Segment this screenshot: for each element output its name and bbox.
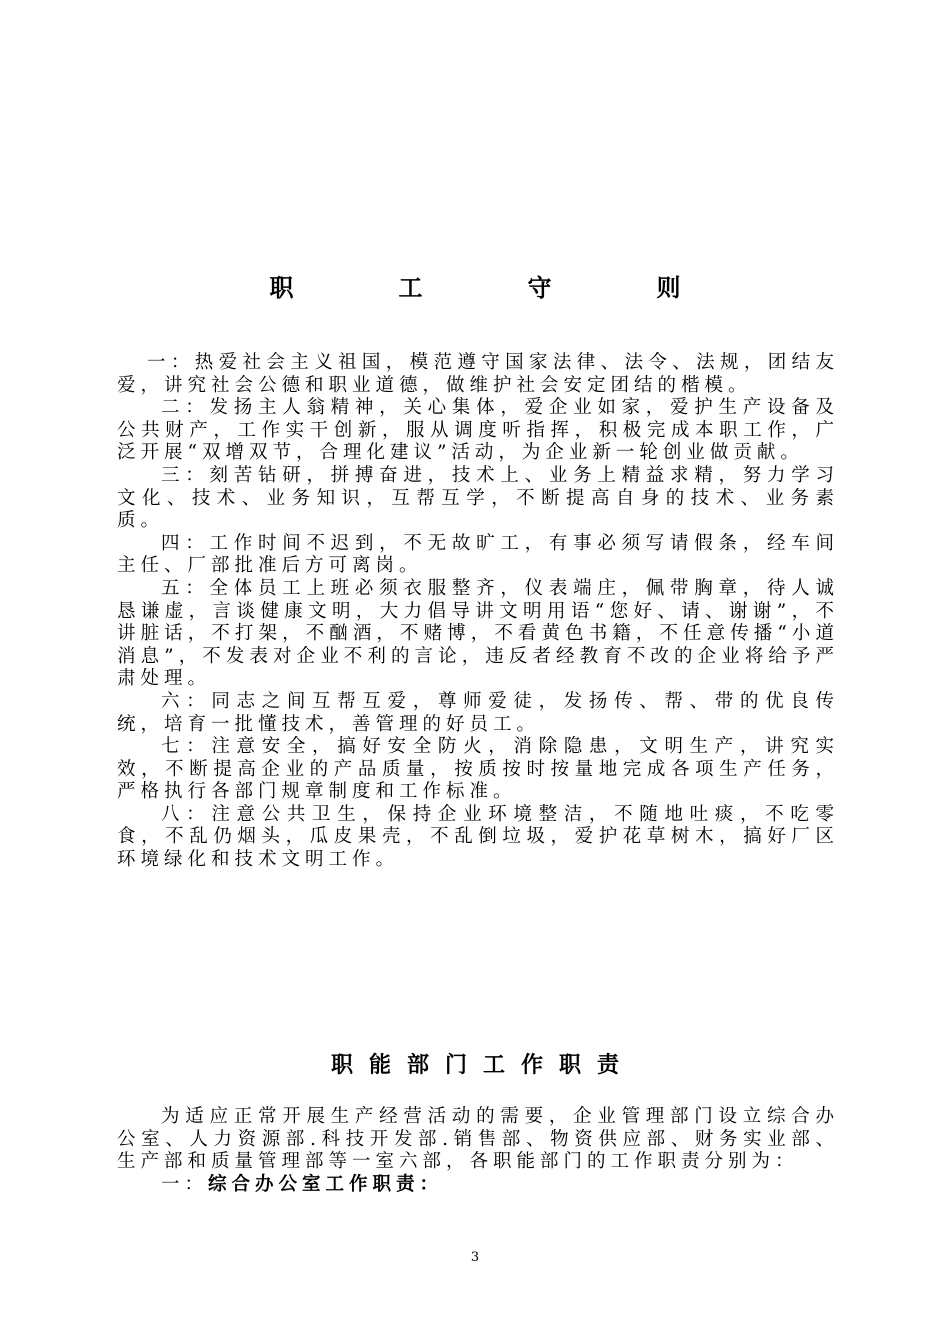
subheading-prefix: 一： <box>161 1173 209 1195</box>
page-number: 3 <box>470 1250 480 1265</box>
code-item-4: 四：工作时间不迟到，不无故旷工，有事必须写请假条，经车间主任、厂部批准后方可离岗。 <box>117 532 839 577</box>
code-item-3: 三：刻苦钻研，拼搏奋进，技术上、业务上精益求精，努力学习文化、技术、业务知识，互帮互学，不断提高自身的技术、业务素质。 <box>117 464 839 532</box>
code-item-2: 二：发扬主人翁精神，关心集体，爱企业如家，爱护生产设备及公共财产，工作实干创新，服从调度听指挥，积极完成本职工作，广泛开展“双增双节，合理化建议”活动，为企业新一轮创业做贡献。 <box>117 397 839 464</box>
code-item-8: 八：注意公共卫生，保持企业环境整洁，不随地吐痰，不吃零食，不乱仍烟头，瓜皮果壳，不乱倒垃圾，爱护花草树木，搞好厂区环境绿化和技术文明工作。 <box>117 803 839 871</box>
duties-subheading <box>117 1174 839 1197</box>
duties-intro: 为适应正常开展生产经营活动的需要，企业管理部门设立综合办公室、人力资源部.科技开发部.销售部、物资供应部、财务实业部、生产部和质量管理部等一室六部，各职能部门的工作职责分别为： <box>117 1106 839 1173</box>
code-item-5: 五：全体员工上班必须衣服整齐，仪表端庄，佩带胸章，待人诚恳谦虚，言谈健康文明，大力倡导讲文明用语“您好、请、谢谢”，不讲脏话，不打架，不酗酒，不赌博，不看黄色书籍，不任意传播“小道消息”，不发表对企业不利的言论，违反者经教育不改的企业将给予严肃处理。 <box>117 577 839 690</box>
section-title-employee-code: 职工守则 <box>269 274 786 302</box>
department-duties-body <box>117 1106 839 1196</box>
employee-code-body <box>117 352 839 872</box>
section-title-department-duties: 职能部门工作职责 <box>330 1053 635 1078</box>
code-item-1: 一：热爱社会主义祖国，模范遵守国家法律、法令、法规，团结友爱，讲究社会公德和职业道德，做维护社会安定团结的楷模。 <box>117 352 839 396</box>
code-item-7: 七：注意安全，搞好安全防火，消除隐患，文明生产，讲究实效，不断提高企业的产品质量，按质按时按量地完成各项生产任务，严格执行各部门规章制度和工作标准。 <box>117 736 839 803</box>
code-item-6: 六：同志之间互帮互爱，尊师爱徒，发扬传、帮、带的优良传统，培育一批懂技术，善管理的好员工。 <box>117 690 839 735</box>
subheading-title: 综合办公室工作职责： <box>208 1173 444 1195</box>
